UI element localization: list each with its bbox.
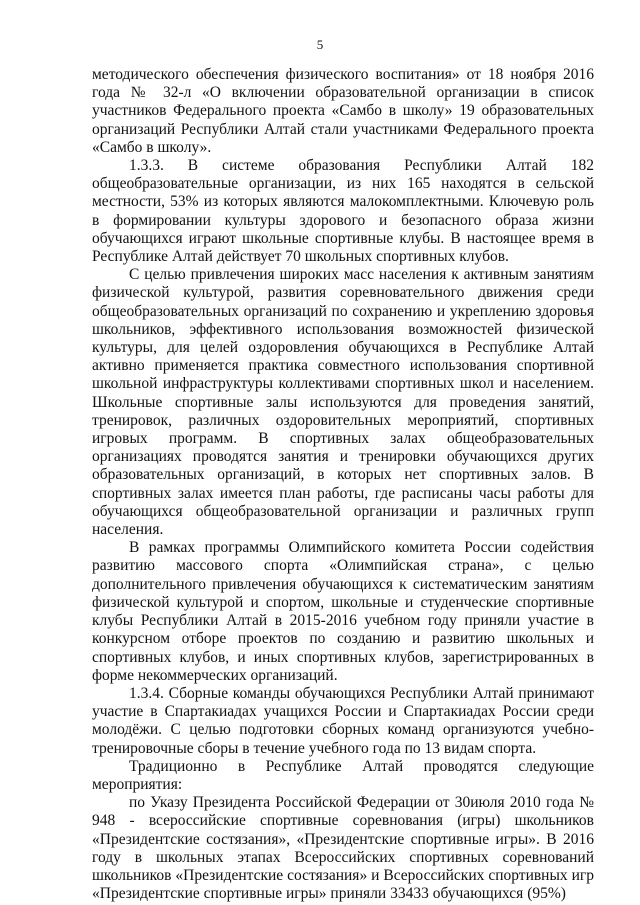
document-body	[92, 66, 594, 903]
paragraph-school-sports-infrastructure: С целью привлечения широких масс населения к активным занятиям физической культурой, развития соревновательного движения среди общеобразовательных организаций по сохранению и укреплению здоровья школьников, эффективного использования возможностей физической культуры, для целей оздоровления обучающихся в Республике Алтай активно применяется практика совместного использования спортивной школьной инфраструктуры коллективами спортивных школ и населением. Школьные спортивные залы используются для проведения занятий, тренировок, различных оздоровительных мероприятий, спортивных игровых программ. В спортивных залах общеобразовательных организациях проводятся занятия и тренировки обучающихся других образовательных организаций, в которых нет спортивных залов. В спортивных залах имеется план работы, где расписаны часы работы для обучающихся общеобразовательной организации и различных групп населения.	[92, 266, 594, 539]
paragraph-continuation: методического обеспечения физического воспитания» от 18 ноября 2016 года № 32-л «О включении образовательной организации в список участников Федерального проекта «Самбо в школу» 19 образовательных организаций Республики Алтай стали участниками Федерального проекта «Самбо в школу».	[92, 66, 594, 156]
paragraph-olympic-country-program: В рамках программы Олимпийского комитета России содействия развитию массового спорта «Олимпийская страна», с целью дополнительного привлечения обучающихся к систематическим занятиям физической культурой и спортом, школьные и студенческие спортивные клубы Республики Алтай в 2015-2016 учебном году приняли участие в конкурсном отборе проектов по созданию и развитию школьных и спортивных клубов, и иных спортивных клубов, зарегистрированных в форме некоммерческих организаций.	[92, 539, 594, 684]
paragraph-1-3-4: 1.3.4. Сборные команды обучающихся Республики Алтай принимают участие в Спартакиадах учащихся России и Спартакиадах России среди молодёжи. С целью подготовки сборных команд организуются учебно-тренировочные сборы в течение учебного года по 13 видам спорта.	[92, 684, 594, 757]
paragraph-1-3-3: 1.3.3. В системе образования Республики Алтай 182 общеобразовательные организации, из них 165 находятся в сельской местности, 53% из которых являются малокомплектными. Ключевую роль в формировании культуры здорового и безопасного образа жизни обучающихся играют школьные спортивные клубы. В настоящее время в Республике Алтай действует 70 школьных спортивных клубов.	[92, 157, 594, 266]
paragraph-traditional-events-intro: Традиционно в Республике Алтай проводятся следующие мероприятия:	[92, 757, 594, 793]
paragraph-presidential-decree: по Указу Президента Российской Федерации от 30июля 2010 года № 948 - всероссийские спортивные соревнования (игры) школьников «Президентские состязания», «Президентские спортивные игры». В 2016 году в школьных этапах Всероссийских спортивных соревнований школьников «Президентские состязания» и Всероссийских спортивных игр «Президентские спортивные игры» приняли 33433 обучающихся (95%)	[92, 794, 594, 903]
page-number: 5	[316, 37, 324, 52]
